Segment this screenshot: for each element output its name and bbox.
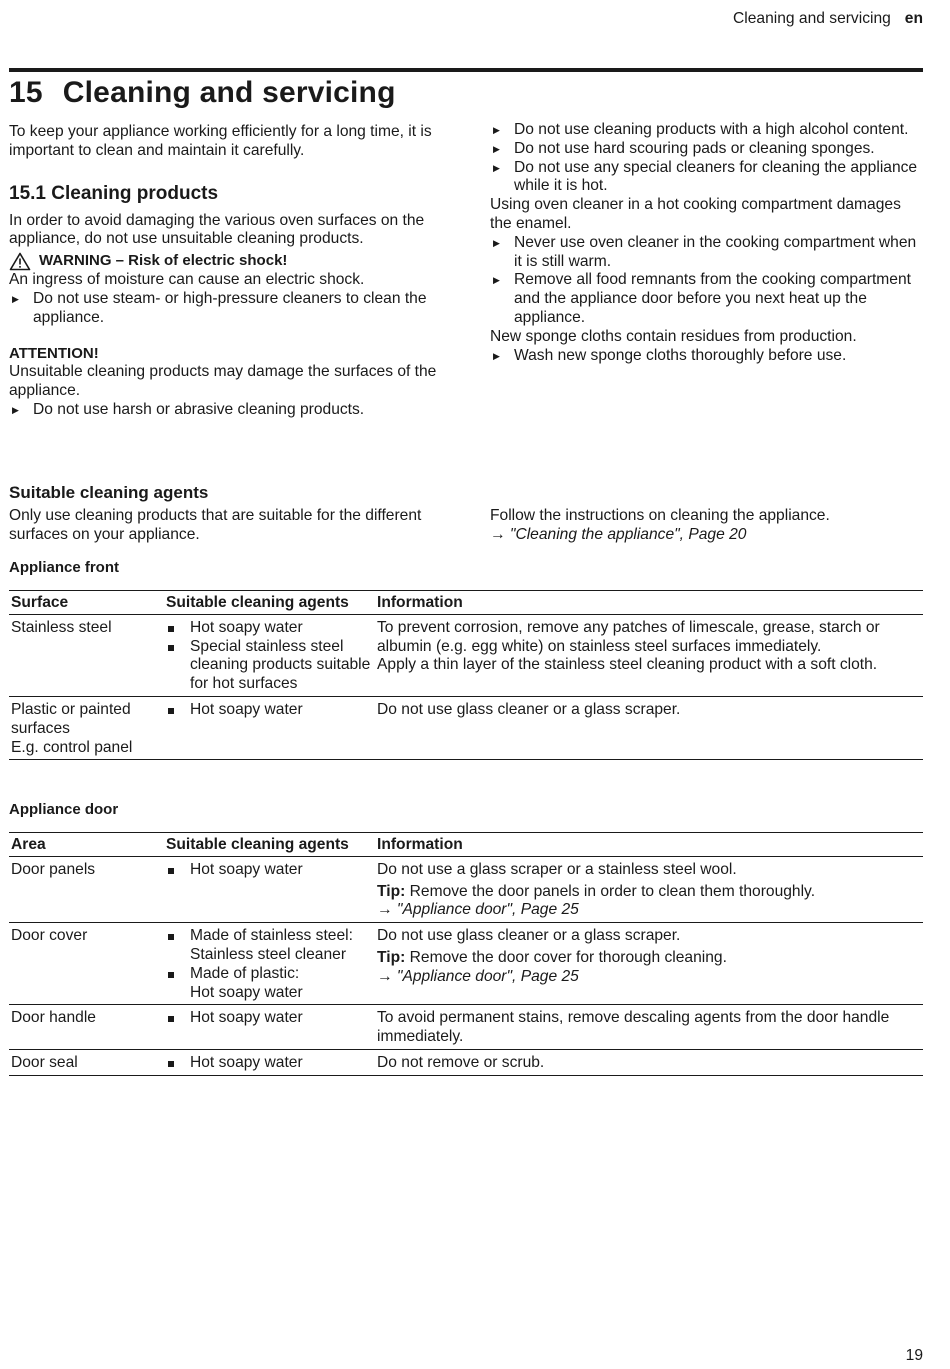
agents-cell [164, 1005, 375, 1050]
column-header: Area [9, 833, 164, 857]
appliance-door-table [9, 832, 923, 1076]
suitable-agents-text: Only use cleaning products that are suitable for the different surfaces on your appliance. [9, 507, 422, 543]
appliance-door-link[interactable]: → "Appliance door", Page 25 [377, 967, 579, 985]
attention-text: Unsuitable cleaning products may damage the surfaces of the appliance. [9, 363, 437, 400]
area-cell: Door handle [9, 1005, 164, 1050]
tip-label: Tip: [377, 948, 406, 966]
column-header: Information [375, 833, 923, 857]
bullet-triangle-icon: ▶ [493, 275, 500, 286]
tip-label: Tip: [377, 882, 406, 900]
cleaning-bullet: ▶ Do not use hard scouring pads or cleaning sponges. [493, 139, 875, 157]
bullet-triangle-icon: ▶ [493, 350, 500, 361]
sponge-text: New sponge cloths contain residues from production. [490, 327, 857, 345]
section-title-cleaning-products: 15.1 Cleaning products [9, 182, 219, 204]
area-cell: Door panels [9, 856, 164, 922]
bullet-triangle-icon: ▶ [493, 125, 500, 135]
chapter-intro: To keep your appliance working efficiently for a long time, it is important to clean and maintain it carefully. [9, 123, 432, 159]
agents-cell [164, 923, 375, 1005]
cleaning-bullet: ▶ Do not use cleaning products with a high alcohol content. [493, 121, 909, 138]
chapter-title [9, 73, 396, 113]
page-number: 19 [905, 1347, 923, 1364]
info-cell: To avoid permanent stains, remove descaling agents from the door handle immediately. [375, 1005, 923, 1050]
column-header: Suitable cleaning agents [164, 591, 375, 615]
cleaning-bullet: ▶ Do not use any special cleaners for cleaning the appliance while it is hot. [493, 158, 918, 195]
agents-cell [164, 696, 375, 759]
list-item: Special stainless steel cleaning products suitable for hot surfaces [166, 638, 373, 694]
info-cell: To prevent corrosion, remove any patches of limescale, grease, starch or albumin (e.g. egg white) on stainless steel surfaces immediately. Apply a thin layer of the stainless steel cleaning product with a soft cloth. [375, 614, 923, 696]
bullet-triangle-icon: ▶ [12, 404, 19, 415]
header-rule [9, 68, 923, 72]
warning-heading [9, 252, 449, 271]
column-header: Surface [9, 591, 164, 615]
list-item: Hot soapy water [166, 619, 373, 638]
chapter-number: 15 [9, 76, 43, 109]
warning-bullet: ▶ Do not use steam- or high-pressure cleaners to clean the appliance. [12, 289, 427, 326]
table-row [9, 856, 923, 922]
appliance-front-table [9, 590, 923, 760]
agents-cell [164, 856, 375, 922]
attention-title: ATTENTION! [9, 344, 99, 362]
column-header: Suitable cleaning agents [164, 833, 375, 857]
table-row [9, 923, 923, 1005]
bullet-triangle-icon: ▶ [493, 143, 500, 154]
bullet-triangle-icon: ▶ [12, 293, 19, 304]
area-cell: Door cover [9, 923, 164, 1005]
surface-cell: Stainless steel [9, 614, 164, 696]
appliance-front-label: Appliance front [9, 559, 120, 576]
follow-instructions-text: Follow the instructions on cleaning the appliance. → "Cleaning the appliance", Page 20 [490, 507, 830, 543]
bullet-triangle-icon: ▶ [493, 237, 500, 248]
appliance-door-label: Appliance door [9, 801, 119, 818]
info-cell: Do not use a glass scraper or a stainless steel wool. Tip: Remove the door panels in order to clean them thoroughly. → "Appliance door", Page 25 [375, 856, 923, 922]
list-item: Made of stainless steel: Stainless steel cleaner [166, 927, 373, 965]
list-item: Hot soapy water [166, 861, 373, 880]
column-header: Information [375, 591, 923, 615]
attention-bullet: ▶ Do not use harsh or abrasive cleaning products. [12, 400, 365, 418]
running-header [733, 10, 923, 29]
sponge-bullet: ▶ Wash new sponge cloths thoroughly before use. [493, 346, 847, 364]
section-intro: In order to avoid damaging the various oven surfaces on the appliance, do not use unsuitable cleaning products. [9, 211, 425, 248]
cleaning-appliance-link[interactable]: → "Cleaning the appliance", Page 20 [490, 525, 747, 543]
oven-cleaner-text: Using oven cleaner in a hot cooking compartment damages the enamel. [490, 196, 901, 232]
list-item: Made of plastic: Hot soapy water [166, 965, 373, 1003]
info-cell: Do not use glass cleaner or a glass scraper. [375, 696, 923, 759]
oven-cleaner-bullet: ▶ Remove all food remnants from the cooking compartment and the appliance door before you next heat up the appliance. [493, 271, 911, 326]
language-code: en [904, 10, 923, 27]
info-cell: Do not remove or scrub. [375, 1049, 923, 1075]
table-row [9, 614, 923, 696]
warning-text: An ingress of moisture can cause an electric shock. [9, 271, 365, 289]
appliance-door-link[interactable]: → "Appliance door", Page 25 [377, 901, 579, 919]
table-header-row [9, 591, 923, 615]
table-row [9, 1049, 923, 1075]
agents-cell [164, 614, 375, 696]
table-row [9, 696, 923, 759]
suitable-agents-title: Suitable cleaning agents [9, 483, 209, 502]
list-item: Hot soapy water [166, 1054, 373, 1073]
warning-title: WARNING – Risk of electric shock! [39, 252, 288, 270]
surface-cell: Plastic or painted surfaces E.g. control panel [9, 696, 164, 759]
list-item: Hot soapy water [166, 701, 373, 720]
warning-triangle-icon [9, 252, 31, 271]
info-cell: Do not use glass cleaner or a glass scraper. Tip: Remove the door cover for thorough cleaning. → "Appliance door", Page 25 [375, 923, 923, 1005]
agents-cell [164, 1049, 375, 1075]
chapter-title-text: Cleaning and servicing [62, 76, 396, 109]
right-column [490, 121, 924, 365]
list-item: Hot soapy water [166, 1009, 373, 1028]
area-cell: Door seal [9, 1049, 164, 1075]
left-column [9, 123, 449, 420]
oven-cleaner-bullet: ▶ Never use oven cleaner in the cooking compartment when it is still warm. [493, 233, 917, 270]
running-header-section: Cleaning and servicing [733, 10, 891, 27]
bullet-triangle-icon: ▶ [493, 162, 500, 173]
table-header-row [9, 833, 923, 857]
table-row [9, 1005, 923, 1050]
